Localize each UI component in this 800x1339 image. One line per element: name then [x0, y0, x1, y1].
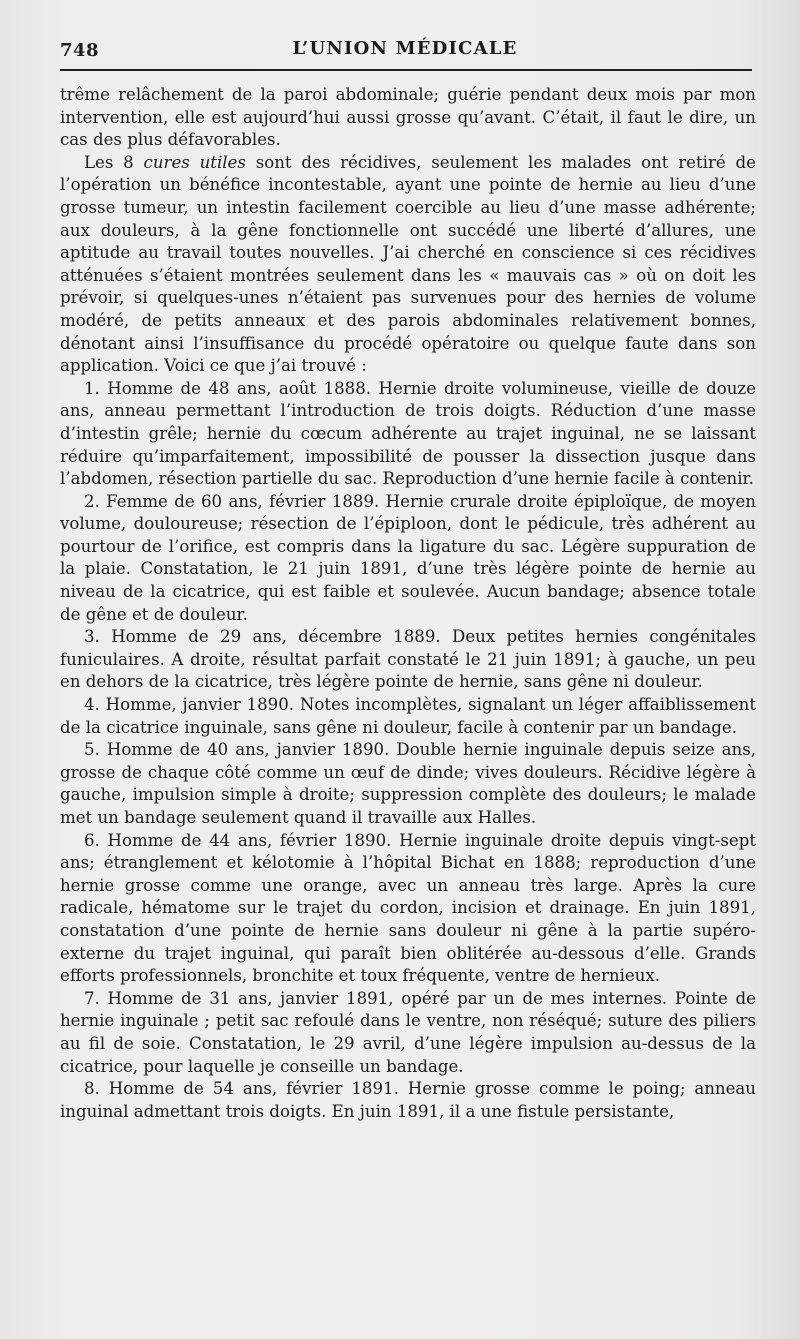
- running-title: L’UNION MÉDICALE: [292, 38, 518, 59]
- case-5: 5. Homme de 40 ans, janvier 1890. Double hernie inguinale depuis seize ans, grosse de chaque côté comme un œuf de dinde; vives douleurs. Récidive légère à gauche, impulsion simple à droite; suppression complète des douleurs; le malade met un bandage seulement quand il travaille aux Halles.: [60, 740, 756, 827]
- header-rule: [60, 69, 752, 71]
- case-7: 7. Homme de 31 ans, janvier 1891, opéré par un de mes internes. Pointe de hernie inguinale ; petit sac refoulé dans le ventre, non réséqué; suture des piliers au fil de soie. Constatation, le 29 avril, d’une légère impulsion au-dessus de la cicatrice, pour laquelle je conseille un bandage.: [60, 988, 756, 1076]
- case-4: 4. Homme, janvier 1890. Notes incomplètes, signalant un léger affaiblissement de la cicatrice inguinale, sans gêne ni douleur, facile à contenir par un bandage.: [60, 695, 756, 737]
- paragraph-cures-utiles: [60, 152, 756, 378]
- case-1: 1. Homme de 48 ans, août 1888. Hernie droite volumineuse, vieille de douze ans, anneau permettant l’introduction de trois doigts. Réduction d’une masse d’intestin grêle; hernie du cœcum adhérente au trajet inguinal, ne se laissant réduire qu’imparfaitement, impossibilité de pousser la dissection jusque dans l’abdomen, résection partielle du sac. Reproduction d’une hernie facile à contenir.: [60, 378, 756, 489]
- case-6: 6. Homme de 44 ans, février 1890. Hernie inguinale droite depuis vingt-sept ans; étranglement et kélotomie à l’hôpital Bichat en 1888; reproduction d’une hernie grosse comme une orange, avec un anneau très large. Après la cure radicale, hématome sur le trajet du cordon, incision et drainage. En juin 1891, constatation d’une pointe de hernie sans douleur ni gêne à la partie supéro-externe du trajet inguinal, qui paraît bien oblitérée au-dessous d’elle. Grands efforts professionnels, bronchite et toux fréquente, ventre de hernieux.: [60, 830, 756, 986]
- paragraph-cures-utiles-rest: sont des récidives, seulement les malades ont retiré de l’opération un bénéfice incontestable, ayant une pointe de hernie au lieu d’une grosse tumeur, un intestin facilement coercible au lieu d’une masse adhérente; aux douleurs, à la gêne fonctionnelle ont succédé une liberté d’allures, une aptitude au travail toutes nouvelles. J’ai cherché en conscience si ces récidives atténuées s’étaient montrées seulement dans les « mauvais cas » où on doit les prévoir, si quelques-unes n’étaient pas survenues pour des hernies de volume modéré, de petits anneaux et des parois abdominales relativement bonnes, dénotant ainsi l’insuffisance du procédé opératoire ou quelque faute dans son application. Voici ce que j’ai trouvé :: [60, 152, 756, 376]
- body-text: [60, 84, 756, 1123]
- paragraph-continuation: trême relâchement de la paroi abdominale; guérie pendant deux mois par mon intervention, elle est aujourd’hui aussi grosse qu’avant. C’était, il faut le dire, un cas des plus défavorables.: [60, 85, 756, 150]
- case-2: 2. Femme de 60 ans, février 1889. Hernie crurale droite épiploïque, de moyen volume, douloureuse; résection de l’épiploon, dont le pédicule, très adhérent au pourtour de l’orifice, est compris dans la ligature du sac. Légère suppuration de la plaie. Constatation, le 21 juin 1891, d’une très légère pointe de hernie au niveau de la cicatrice, qui est faible et soulevée. Aucun bandage; absence totale de gêne et de douleur.: [60, 491, 756, 624]
- page-number: 748: [60, 40, 100, 61]
- case-3: 3. Homme de 29 ans, décembre 1889. Deux petites hernies congénitales funiculaires. A droite, résultat parfait constaté le 21 juin 1891; à gauche, un peu en dehors de la cicatrice, très légère pointe de hernie, sans gêne ni douleur.: [60, 627, 756, 692]
- cures-utiles-emphasis: cures utiles: [143, 152, 246, 172]
- case-8: 8. Homme de 54 ans, février 1891. Hernie grosse comme le poing; anneau inguinal admettant trois doigts. En juin 1891, il a une fistule persistante,: [60, 1079, 756, 1121]
- page-header: [60, 34, 750, 64]
- paragraph-cures-utiles-lead: Les 8: [84, 152, 144, 172]
